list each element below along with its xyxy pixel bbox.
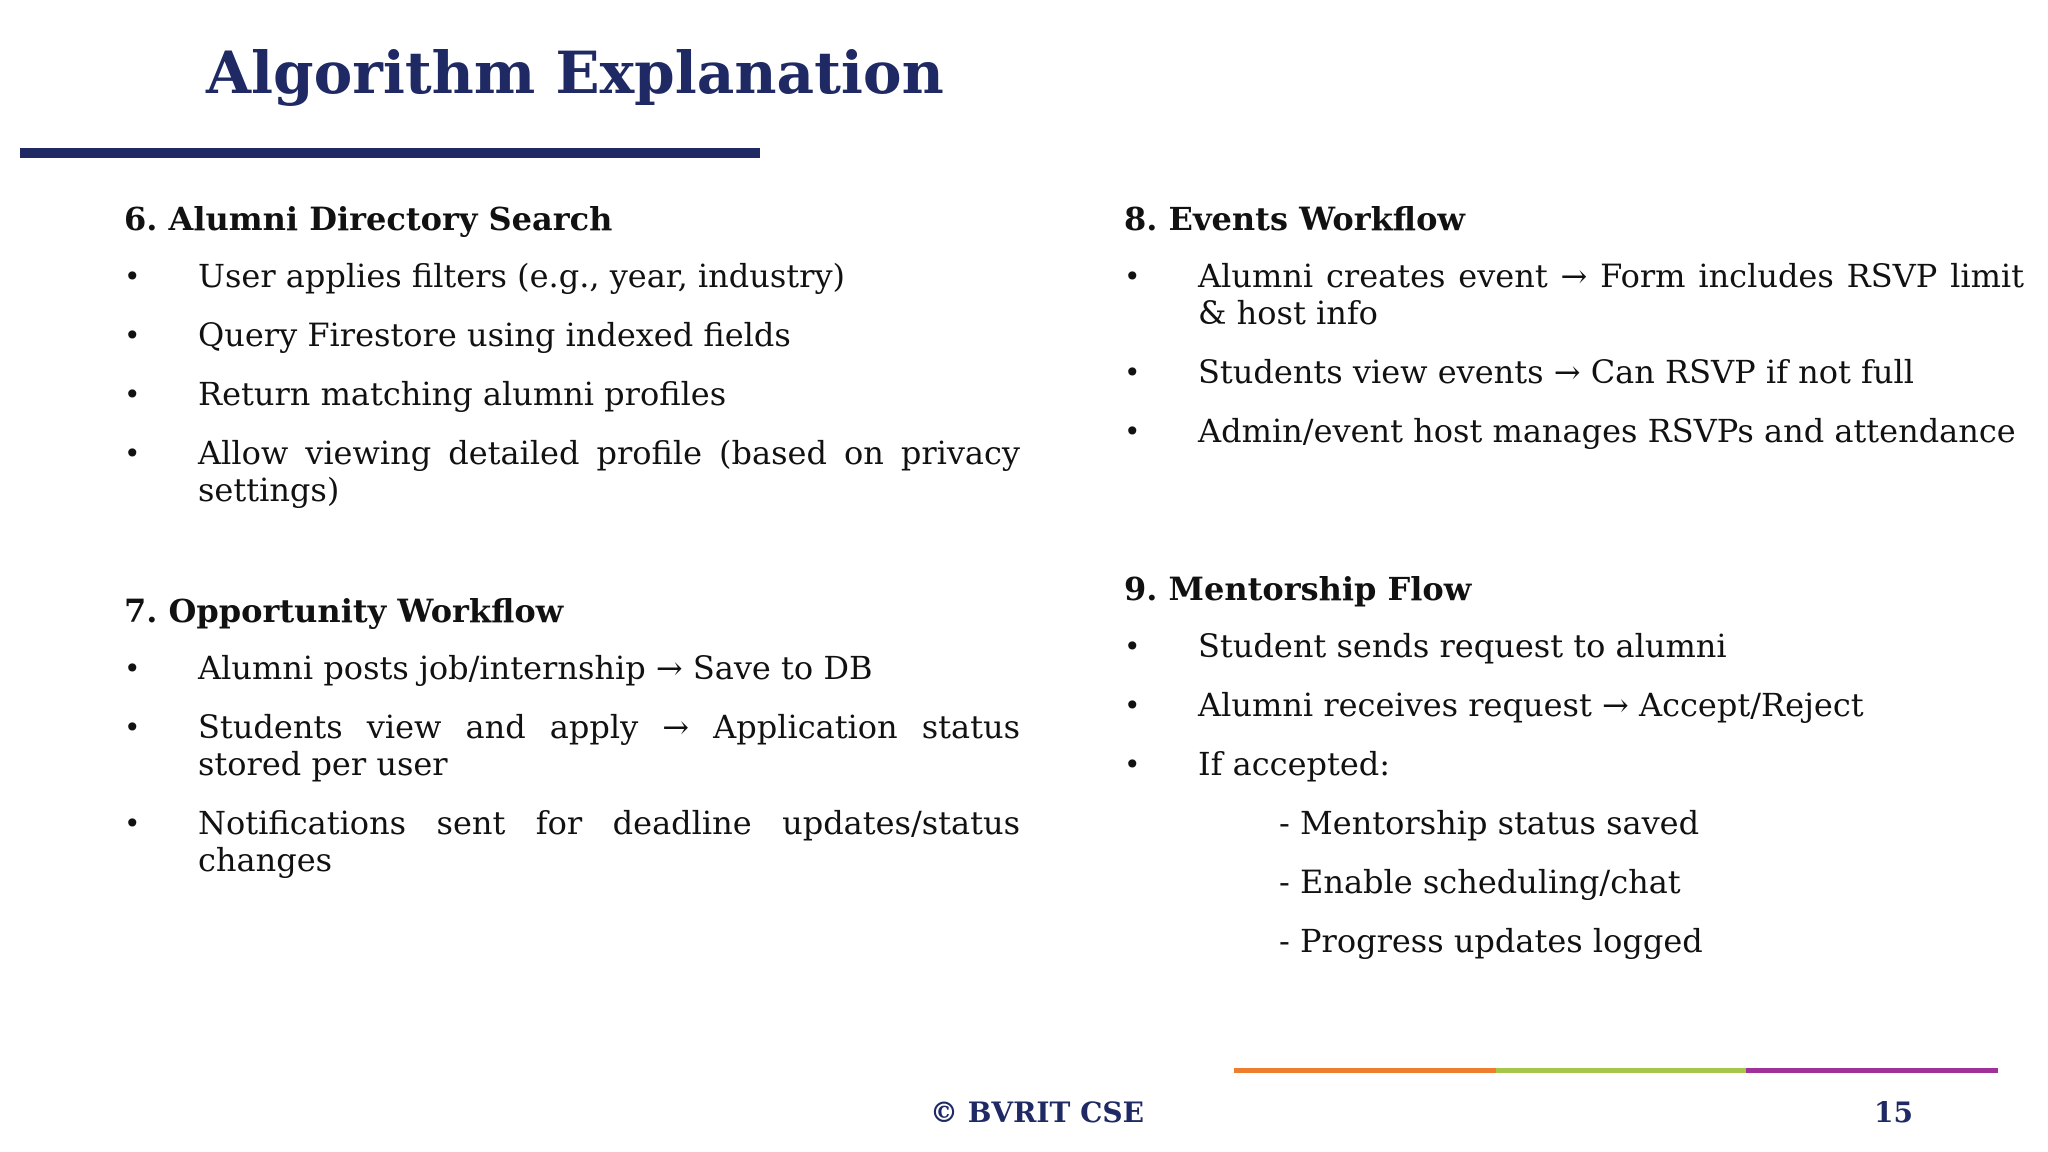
section-opportunity-workflow — [124, 592, 1020, 901]
list-item: • User applies filters (e.g., year, industry) — [124, 257, 845, 295]
footer-line-purple — [1746, 1068, 1998, 1073]
section-events-workflow — [1124, 200, 2024, 472]
title-underline — [20, 148, 760, 158]
bullet-icon: • — [124, 260, 141, 293]
sub-list-item: - Progress updates logged — [1279, 922, 1703, 960]
bullet-list — [1124, 258, 2024, 450]
list-item: • Alumni posts job/internship → Save to DB — [124, 649, 873, 687]
list-item: • Admin/event host manages RSVPs and attendance — [1124, 412, 2016, 450]
sub-list-item: - Enable scheduling/chat — [1279, 863, 1681, 901]
bullet-icon: • — [1124, 356, 1141, 389]
bullet-icon: • — [1124, 415, 1141, 448]
page-number: 15 — [1874, 1096, 1913, 1129]
bullet-icon: • — [1124, 689, 1141, 722]
bullet-icon: • — [124, 807, 141, 840]
list-item: • Alumni creates event → Form includes RSVP limit & host info — [1124, 257, 2024, 332]
section-alumni-directory-search — [124, 200, 1020, 531]
bullet-icon: • — [1124, 748, 1141, 781]
bullet-list — [124, 650, 1020, 879]
section-heading: 7. Opportunity Workflow — [124, 592, 564, 630]
bullet-list — [1124, 628, 2024, 783]
bullet-icon: • — [124, 437, 141, 470]
bullet-list — [124, 258, 1020, 509]
footer-line-green — [1496, 1068, 1746, 1073]
list-item: • Notifications sent for deadline updates/status changes — [124, 804, 1020, 879]
sub-list — [1124, 805, 2024, 960]
bullet-icon: • — [124, 378, 141, 411]
list-item: • Students view events → Can RSVP if not full — [1124, 353, 1914, 391]
bullet-icon: • — [124, 652, 141, 685]
footer-copyright: © BVRIT CSE — [930, 1096, 1144, 1129]
section-heading: 6. Alumni Directory Search — [124, 200, 613, 238]
section-heading: 9. Mentorship Flow — [1124, 570, 1472, 608]
section-heading: 8. Events Workflow — [1124, 200, 1465, 238]
sub-list-item: - Mentorship status saved — [1279, 804, 1700, 842]
slide-title: Algorithm Explanation — [206, 39, 944, 107]
bullet-icon: • — [124, 711, 141, 744]
list-item: • If accepted: — [1124, 745, 1391, 783]
bullet-icon: • — [124, 319, 141, 352]
list-item: • Students view and apply → Application status stored per user — [124, 708, 1020, 783]
list-item: • Query Firestore using indexed fields — [124, 316, 791, 354]
section-mentorship-flow — [1124, 570, 2024, 982]
list-item: • Allow viewing detailed profile (based on privacy settings) — [124, 434, 1020, 509]
list-item: • Alumni receives request → Accept/Reject — [1124, 686, 1864, 724]
list-item: • Student sends request to alumni — [1124, 627, 1727, 665]
bullet-icon: • — [1124, 630, 1141, 663]
footer-line-orange — [1234, 1068, 1496, 1073]
bullet-icon: • — [1124, 260, 1141, 293]
list-item: • Return matching alumni profiles — [124, 375, 727, 413]
